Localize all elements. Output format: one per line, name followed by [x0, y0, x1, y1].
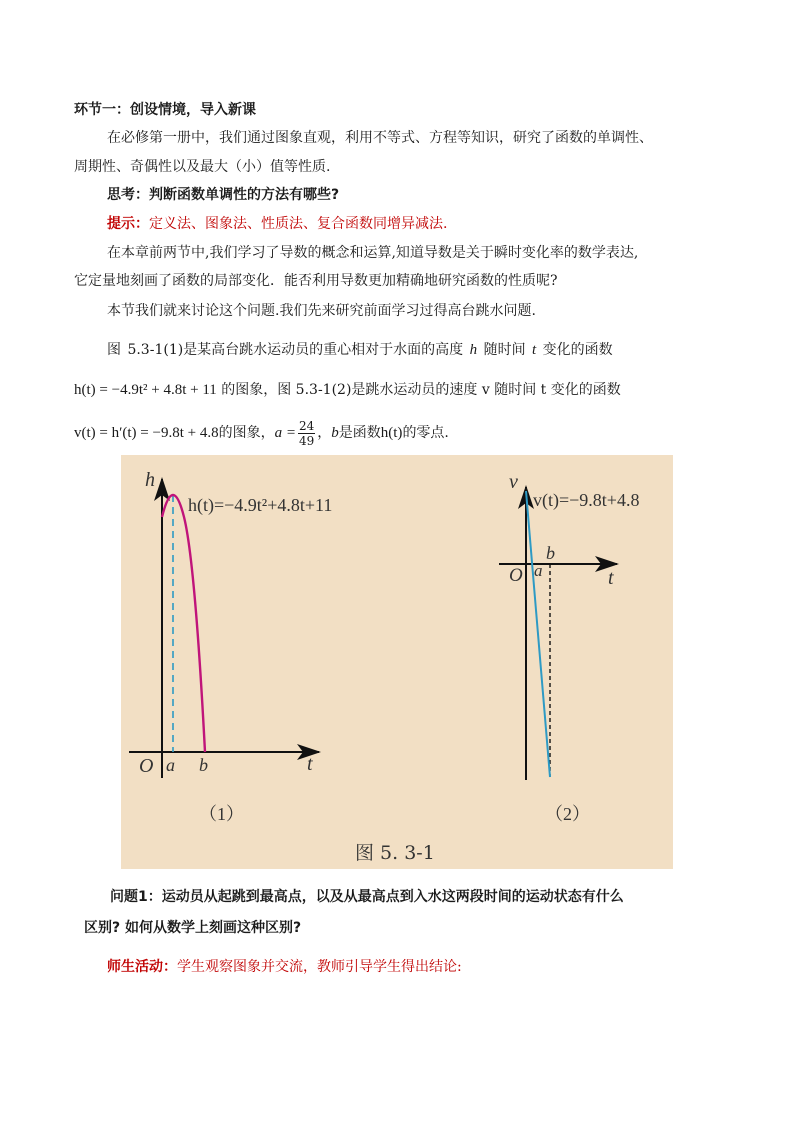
frac-den: 49: [298, 433, 315, 448]
question-line1: 问题1：运动员从起跳到最高点，以及从最高点到入水这两段时间的运动状态有什么: [110, 889, 624, 905]
left-sublabel: （1）: [199, 804, 244, 824]
para3: 本节我们就来讨论这个问题.我们先来研究前面学习过得高台跳水问题.: [107, 303, 536, 319]
hint-label: 提示：: [107, 216, 149, 232]
h-formula: h(t) = −4.9t² + 4.8t + 11: [74, 382, 217, 398]
para4-line1-c: 变化的函数: [542, 342, 613, 358]
para4-line2-text: 的图象，图 5.3-1(2)是跳水运动员的速度 v 随时间 t 变化的函数: [221, 382, 621, 398]
para2-line2: 它定量地刻画了函数的局部变化．能否利用导数更加精确地研究函数的性质呢?: [74, 273, 558, 289]
right-point-b: b: [546, 543, 555, 563]
figure-5-3-1: [121, 455, 673, 869]
para4-line3: [74, 418, 449, 448]
para4-line3-text2: ，: [317, 425, 332, 441]
var-b: b: [331, 425, 339, 441]
var-h: h: [469, 342, 478, 358]
activity-label: 师生活动：: [107, 959, 177, 975]
h-of-t: h(t): [380, 425, 403, 441]
hint-text: 定义法、图象法、性质法、复合函数同增异减法.: [149, 216, 448, 232]
figure-caption: 图 5. 3-1: [355, 842, 435, 864]
left-origin: O: [139, 755, 154, 777]
left-point-a: a: [166, 755, 175, 775]
frac-num: 24: [298, 418, 315, 433]
question-line2: 区别? 如何从数学上刻画这种区别?: [84, 920, 302, 936]
var-t: t: [532, 342, 537, 358]
para4-line1-b: 随时间: [483, 342, 526, 358]
para1-line2: 周期性、奇偶性以及最大（小）值等性质.: [74, 159, 331, 175]
a-equals: a =: [274, 425, 296, 441]
right-sublabel: （2）: [545, 804, 590, 824]
para4-line2: [74, 381, 621, 399]
left-y-label: h: [145, 469, 155, 491]
v-formula: v(t) = h′(t) = −9.8t + 4.8: [74, 425, 219, 441]
para4-line1-a: 图 5.3-1(1)是某高台跳水运动员的重心相对于水面的高度: [107, 342, 464, 358]
section-heading: 环节一：创设情境，导入新课: [74, 102, 256, 118]
activity: [107, 958, 462, 976]
a-fraction: [298, 419, 315, 448]
left-point-b: b: [199, 755, 208, 775]
right-point-a: a: [534, 561, 543, 580]
parabola-curve: [162, 495, 205, 752]
velocity-line: [526, 491, 550, 777]
para4-line1: [107, 341, 613, 359]
para4-line3-text3: 是函数: [338, 425, 381, 441]
left-formula: h(t)=−4.9t²+4.8t+11: [188, 495, 333, 515]
para4-line3-text1: 的图象，: [218, 425, 275, 441]
left-x-label: t: [307, 753, 313, 775]
right-origin: O: [509, 565, 523, 586]
think-text: 判断函数单调性的方法有哪些?: [149, 187, 340, 203]
right-x-label: t: [608, 567, 614, 589]
hint: [107, 215, 447, 233]
think-question: [107, 186, 339, 204]
para1-line1: 在必修第一册中，我们通过图象直观，利用不等式、方程等知识，研究了函数的单调性、: [107, 130, 653, 146]
para2-line1: 在本章前两节中,我们学习了导数的概念和运算,知道导数是关于瞬时变化率的数学表达,: [107, 245, 639, 261]
para4-line3-text4: 的零点.: [402, 425, 449, 441]
right-formula: v(t)=−9.8t+4.8: [533, 490, 640, 510]
activity-text: 学生观察图象并交流，教师引导学生得出结论:: [177, 959, 462, 975]
right-y-label: v: [509, 471, 518, 493]
think-label: 思考：: [107, 187, 149, 203]
